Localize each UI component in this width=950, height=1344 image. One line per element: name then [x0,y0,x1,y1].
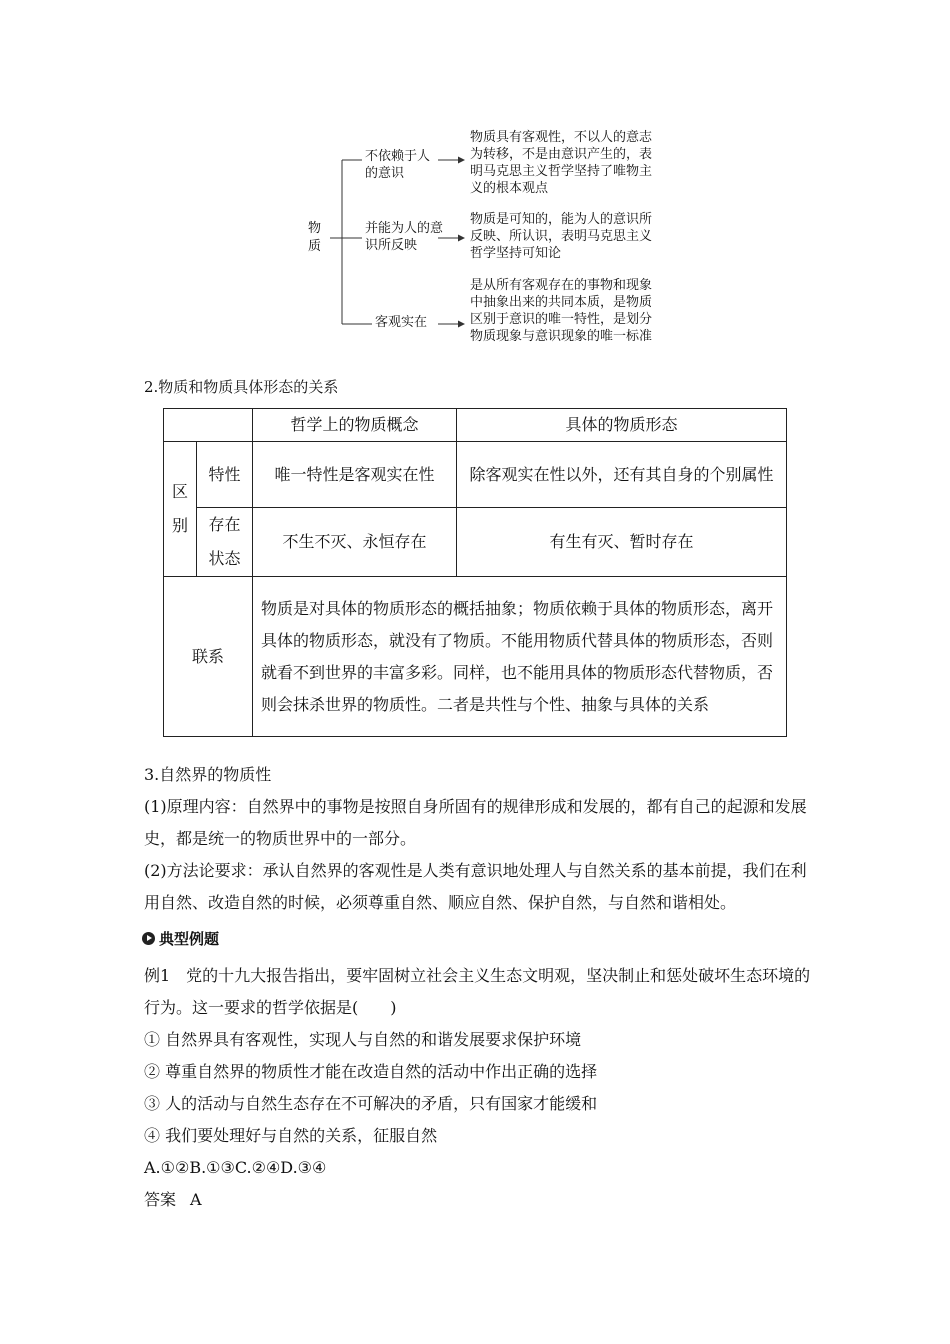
diagram-branch-description: 物质是可知的，能为人的意识所反映、所认识，表明马克思主义哲学坚持可知论 [470,212,653,261]
question-option: ④ 我们要处理好与自然的关系，征服自然 [144,1126,438,1145]
comparison-table [163,408,787,737]
diagram-branch-label: 并能为人的意识所反映 [365,221,444,253]
diagram-branch-label: 不依赖于人的意识 [365,149,431,181]
column-header: 具体的物质形态 [457,409,787,442]
table-cell: 唯一特性是客观实在性 [253,442,457,508]
table-row [164,442,787,508]
paragraph: (2)方法论要求：承认自然界的客观性是人类有意识地处理人与自然关系的基本前提，我们在利用自然、改造自然的时候，必须尊重自然、顺应自然、保护自然，与自然和谐相处。 [144,861,807,912]
answer-line [144,1184,202,1216]
paragraph: (1)原理内容：自然界中的事物是按照自身所固有的规律形成和发展的，都有自己的起源和发展史，都是统一的物质世界中的一部分。 [144,797,807,848]
section-heading: 3.自然界的物质性 [144,765,272,784]
matter-concept-diagram [300,122,660,367]
table-cell: 物质是对具体的物质形态的概括抽象；物质依赖于具体的物质形态，离开具体的物质形态，就没有了物质。不能用物质代替具体的物质形态，否则就看不到世界的丰富多彩。同样，也不能用具体的物质形态代替物质，否则会抹杀世界的物质性。二者是共性与个性、抽象与具体的关系 [253,577,787,737]
answer-value: A [190,1190,202,1209]
play-circle-icon [142,932,155,945]
question-option: ③ 人的活动与自然生态存在不可解决的矛盾，只有国家才能缓和 [144,1094,598,1113]
table-row [164,508,787,577]
row-group-header: 区别 [164,442,197,577]
examples-title-text: 典型例题 [159,930,220,948]
table-corner-cell [164,409,253,442]
diagram-branch-description: 是从所有客观存在的事物和现象中抽象出来的共同本质，是物质区别于意识的唯一特性，是划分物质现象与意识现象的唯一标准 [470,278,653,344]
question-option: ① 自然界具有客观性，实现人与自然的和谐发展要求保护环境 [144,1030,582,1049]
diagram-branch-label: 客观实在 [375,315,428,330]
section-heading: 2.物质和物质具体形态的关系 [144,378,339,396]
diagram-root-label: 物质 [308,221,322,254]
row-header: 特性 [197,442,253,508]
table-header-row [164,409,787,442]
table-row [164,577,787,737]
table-cell: 不生不灭、永恒存在 [253,508,457,577]
question-option: ② 尊重自然界的物质性才能在改造自然的活动中作出正确的选择 [144,1062,598,1081]
table-cell: 除客观实在性以外，还有其自身的个别属性 [457,442,787,508]
table-cell: 有生有灭、暂时存在 [457,508,787,577]
question-stem: 例1 党的十九大报告指出，要牢固树立社会主义生态文明观，坚决制止和惩处破坏生态环境的行为。这一要求的哲学依据是( ) [144,966,811,1017]
diagram-branch-description: 物质具有客观性，不以人的意志为转移，不是由意识产生的，表明马克思主义哲学坚持了唯物主义的根本观点 [470,130,653,196]
column-header: 哲学上的物质概念 [253,409,457,442]
examples-title [142,928,219,949]
answer-choices: A.①②B.①③C.②④D.③④ [144,1158,327,1177]
row-header: 联系 [164,577,253,737]
row-header: 存在状态 [197,508,253,577]
answer-label: 答案 [144,1190,177,1209]
